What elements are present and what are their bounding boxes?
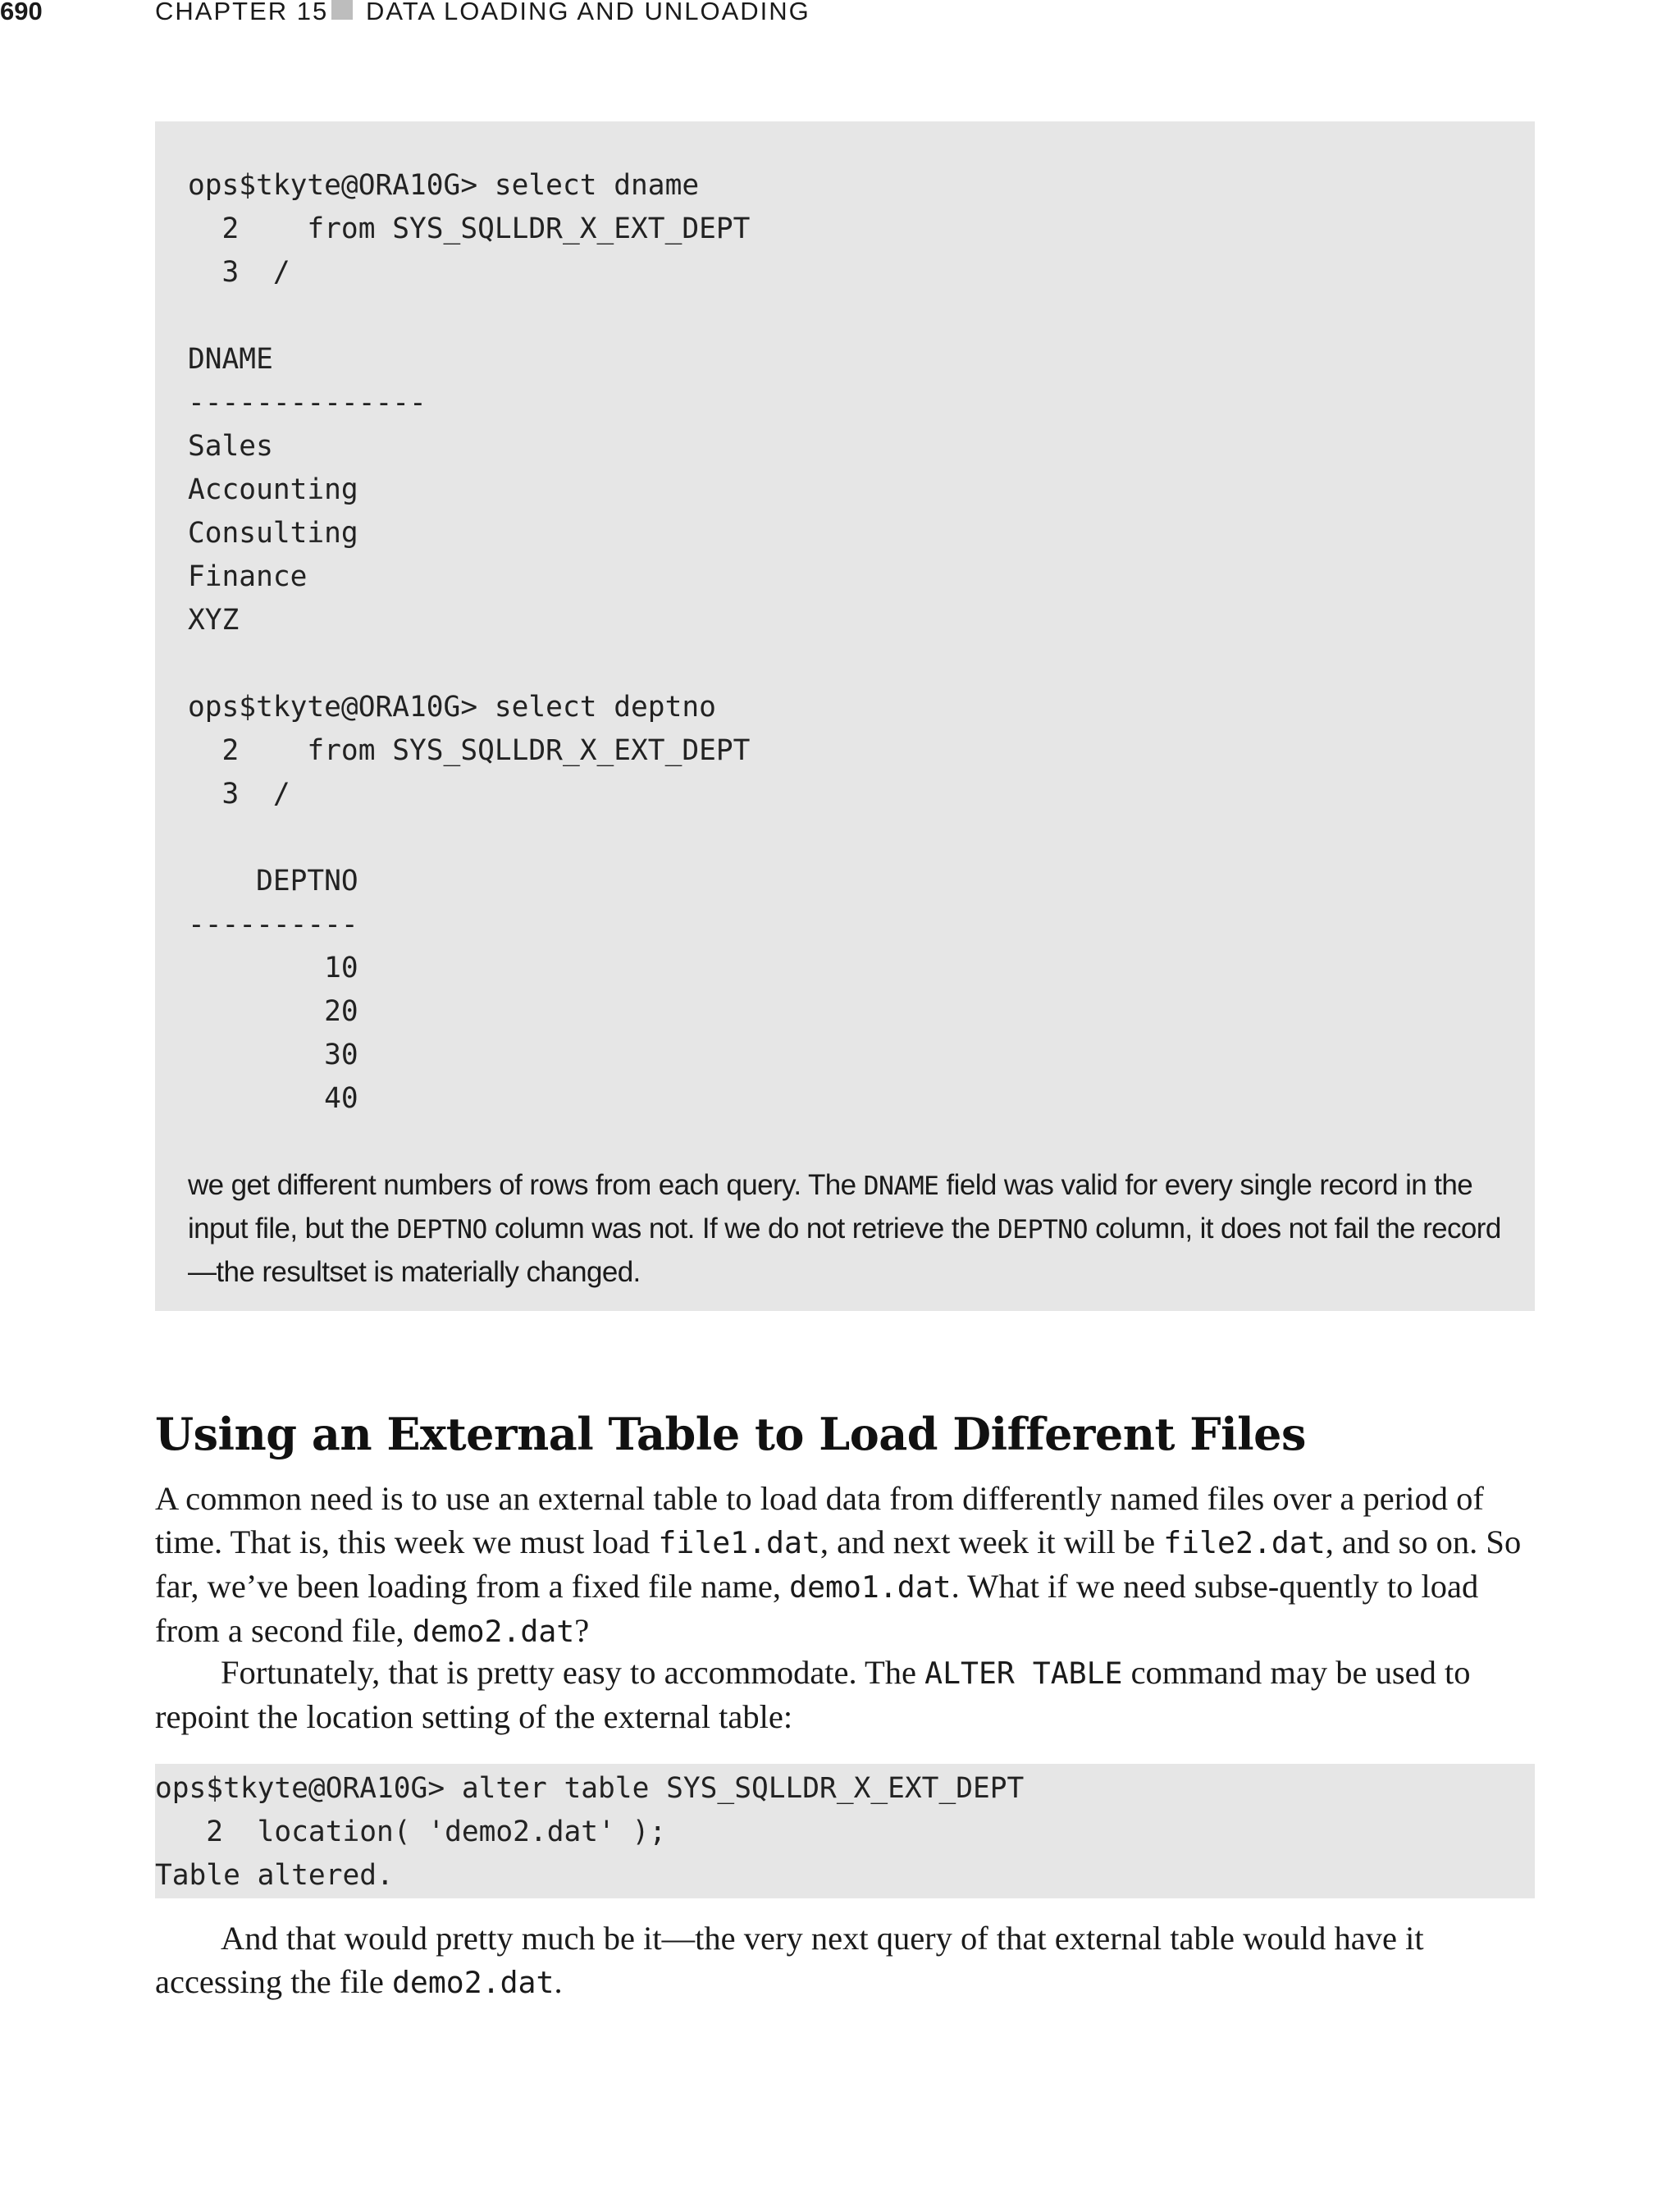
- body-paragraph: [155, 1916, 1535, 2004]
- page-number: 690: [0, 0, 43, 25]
- inline-code: ALTER TABLE: [924, 1656, 1123, 1691]
- inline-code: DEPTNO: [997, 1215, 1089, 1245]
- running-head: [0, 0, 1680, 30]
- inline-code: DNAME: [863, 1172, 939, 1201]
- paragraph-text: , and so on. So far, we’ve been loading from a fixed file name,: [155, 1523, 1522, 1605]
- chapter-label: CHAPTER 15: [155, 0, 329, 25]
- note-text: field was valid for every single record in the input file, but the: [188, 1169, 1473, 1245]
- inline-code: demo2.dat: [412, 1614, 575, 1649]
- inline-code: DEPTNO: [396, 1215, 487, 1245]
- inline-code: demo1.dat: [789, 1569, 952, 1605]
- example-box: [155, 121, 1535, 1311]
- paragraph-text: Fortunately, that is pretty easy to accommodate. The: [221, 1654, 925, 1691]
- paragraph-text: . What if we need subse-quently to load from a second file,: [155, 1568, 1479, 1649]
- chapter-title: DATA LOADING AND UNLOADING: [366, 0, 810, 25]
- chapter-separator-square: [331, 0, 353, 20]
- paragraph-text: command may be used to repoint the location setting of the external table:: [155, 1654, 1471, 1735]
- section-heading: Using an External Table to Load Different Files: [155, 1408, 1306, 1460]
- example-note: [188, 1164, 1517, 1294]
- paragraph-text: , and next week it will be: [819, 1523, 1164, 1560]
- body-paragraph: [155, 1651, 1535, 1738]
- paragraph-text: A common need is to use an external table to load data from differently named files over a period of time. That is, this week we must load: [155, 1480, 1484, 1560]
- note-text: column, it does not fail the record—the resultset is materially changed.: [188, 1213, 1501, 1288]
- inline-code: demo2.dat: [392, 1965, 555, 2000]
- note-text: column was not. If we do not retrieve the: [486, 1213, 998, 1245]
- body-paragraph: [155, 1477, 1535, 1653]
- code-listing: [155, 1764, 1535, 1898]
- alter-table-code: ops$tkyte@ORA10G> alter table SYS_SQLLDR_X_EXT_DEPT 2 location( 'demo2.dat' ); Table altered.: [155, 1772, 1025, 1892]
- paragraph-text: ?: [574, 1612, 590, 1649]
- paragraph-text: And that would pretty much be it—the very next query of that external table would have it accessing the file: [155, 1920, 1424, 2000]
- paragraph-text: .: [554, 1963, 563, 2000]
- query-output-code: ops$tkyte@ORA10G> select dname 2 from SYS_SQLLDR_X_EXT_DEPT 3 / DNAME -------------- Sales Accounting Consulting Finance XYZ ops$tkyte@ORA10G> select deptno 2 from SYS_SQLLDR_X_EXT_DEPT 3 / DEPTNO ---------- 10 20 30 40: [188, 169, 751, 1115]
- inline-code: file2.dat: [1163, 1525, 1326, 1560]
- note-text: we get different numbers of rows from each query. The: [188, 1169, 864, 1201]
- inline-code: file1.dat: [658, 1525, 820, 1560]
